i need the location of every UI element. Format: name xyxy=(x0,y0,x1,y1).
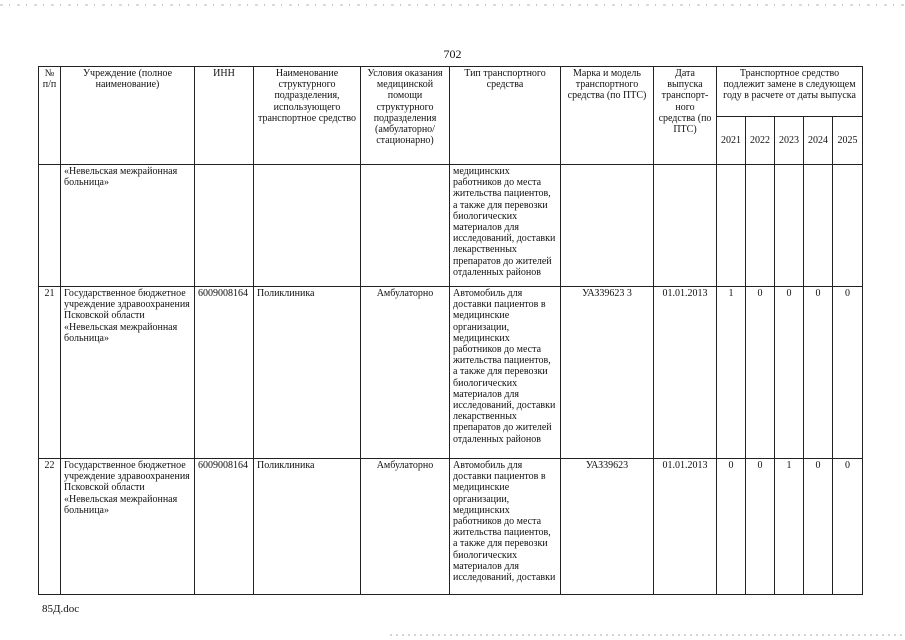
header-institution: Учреждение (полное наименование) xyxy=(61,67,195,165)
cell-release-date: 01.01.2013 xyxy=(654,459,717,595)
cell-division: Поликлиника xyxy=(254,287,361,459)
header-replacement: Транспортное средство подлежит замене в следующем году в расчете от даты выпуска xyxy=(717,67,863,117)
cell-institution: Государственное бюджетное учреждение здравоохранения Псковской области «Невельская межрайонная больница» xyxy=(61,287,195,459)
cell-year: 0 xyxy=(804,459,833,595)
scan-artifact-bottom xyxy=(390,634,905,636)
cell-institution: «Невельская межрайонная больница» xyxy=(61,165,195,287)
cell-year xyxy=(746,165,775,287)
cell-vehicle-type: Автомобиль для доставки пациентов в медицинские организации, медицинских работников до места жительства пациентов, а также для перевозки биологических материалов для исследований, доставки лекарственных препаратов до жителей отдаленных районов xyxy=(450,287,561,459)
header-num: № п/п xyxy=(39,67,61,165)
cell-year: 0 xyxy=(746,459,775,595)
table-row xyxy=(39,459,863,595)
cell-year: 0 xyxy=(804,287,833,459)
cell-year xyxy=(775,165,804,287)
cell-division xyxy=(254,165,361,287)
cell-vehicle-type: медицинских работников до места жительства пациентов, а также для перевозки биологических материалов для исследований, доставки лекарственных препаратов до жителей отдаленных районов xyxy=(450,165,561,287)
page-number: 702 xyxy=(443,47,462,61)
cell-year: 0 xyxy=(833,287,863,459)
cell-year: 0 xyxy=(717,459,746,595)
header-year: 2023 xyxy=(775,117,804,165)
cell-brand-model: УАЗ39623 3 xyxy=(561,287,654,459)
cell-conditions: Амбулаторно xyxy=(361,287,450,459)
vehicle-register-table xyxy=(38,66,863,595)
cell-year xyxy=(833,165,863,287)
footer-filename: 85Д.doc xyxy=(42,603,80,615)
cell-year: 1 xyxy=(717,287,746,459)
header-year: 2024 xyxy=(804,117,833,165)
header-row xyxy=(39,67,863,117)
header-release-date: Дата выпуска транспорт-ного средства (по ПТС) xyxy=(654,67,717,165)
header-conditions: Условия оказания медицинской помощи структурного подразделения (амбулаторно/ стационарно) xyxy=(361,67,450,165)
scan-artifact-top xyxy=(0,4,905,6)
cell-year xyxy=(717,165,746,287)
cell-institution: Государственное бюджетное учреждение здравоохранения Псковской области «Невельская межрайонная больница» xyxy=(61,459,195,595)
cell-conditions xyxy=(361,165,450,287)
cell-num xyxy=(39,165,61,287)
cell-conditions: Амбулаторно xyxy=(361,459,450,595)
cell-num: 22 xyxy=(39,459,61,595)
header-division: Наименование структурного подразделения, использующего транспортное средство xyxy=(254,67,361,165)
header-inn: ИНН xyxy=(195,67,254,165)
header-year: 2021 xyxy=(717,117,746,165)
cell-inn xyxy=(195,165,254,287)
cell-division: Поликлиника xyxy=(254,459,361,595)
cell-release-date: 01.01.2013 xyxy=(654,287,717,459)
header-year: 2025 xyxy=(833,117,863,165)
cell-vehicle-type: Автомобиль для доставки пациентов в медицинские организации, медицинских работников до места жительства пациентов, а также для перевозки биологических материалов для исследований, доставки xyxy=(450,459,561,595)
cell-brand-model xyxy=(561,165,654,287)
header-brand-model: Марка и модель транспортного средства (по ПТС) xyxy=(561,67,654,165)
cell-year: 0 xyxy=(775,287,804,459)
cell-inn: 6009008164 xyxy=(195,287,254,459)
table-row xyxy=(39,287,863,459)
cell-year xyxy=(804,165,833,287)
cell-num: 21 xyxy=(39,287,61,459)
header-vehicle-type: Тип транспортного средства xyxy=(450,67,561,165)
cell-brand-model: УАЗ39623 xyxy=(561,459,654,595)
cell-year: 0 xyxy=(833,459,863,595)
cell-release-date xyxy=(654,165,717,287)
table-row-continued xyxy=(39,165,863,287)
cell-inn: 6009008164 xyxy=(195,459,254,595)
header-year: 2022 xyxy=(746,117,775,165)
cell-year: 0 xyxy=(746,287,775,459)
cell-year: 1 xyxy=(775,459,804,595)
